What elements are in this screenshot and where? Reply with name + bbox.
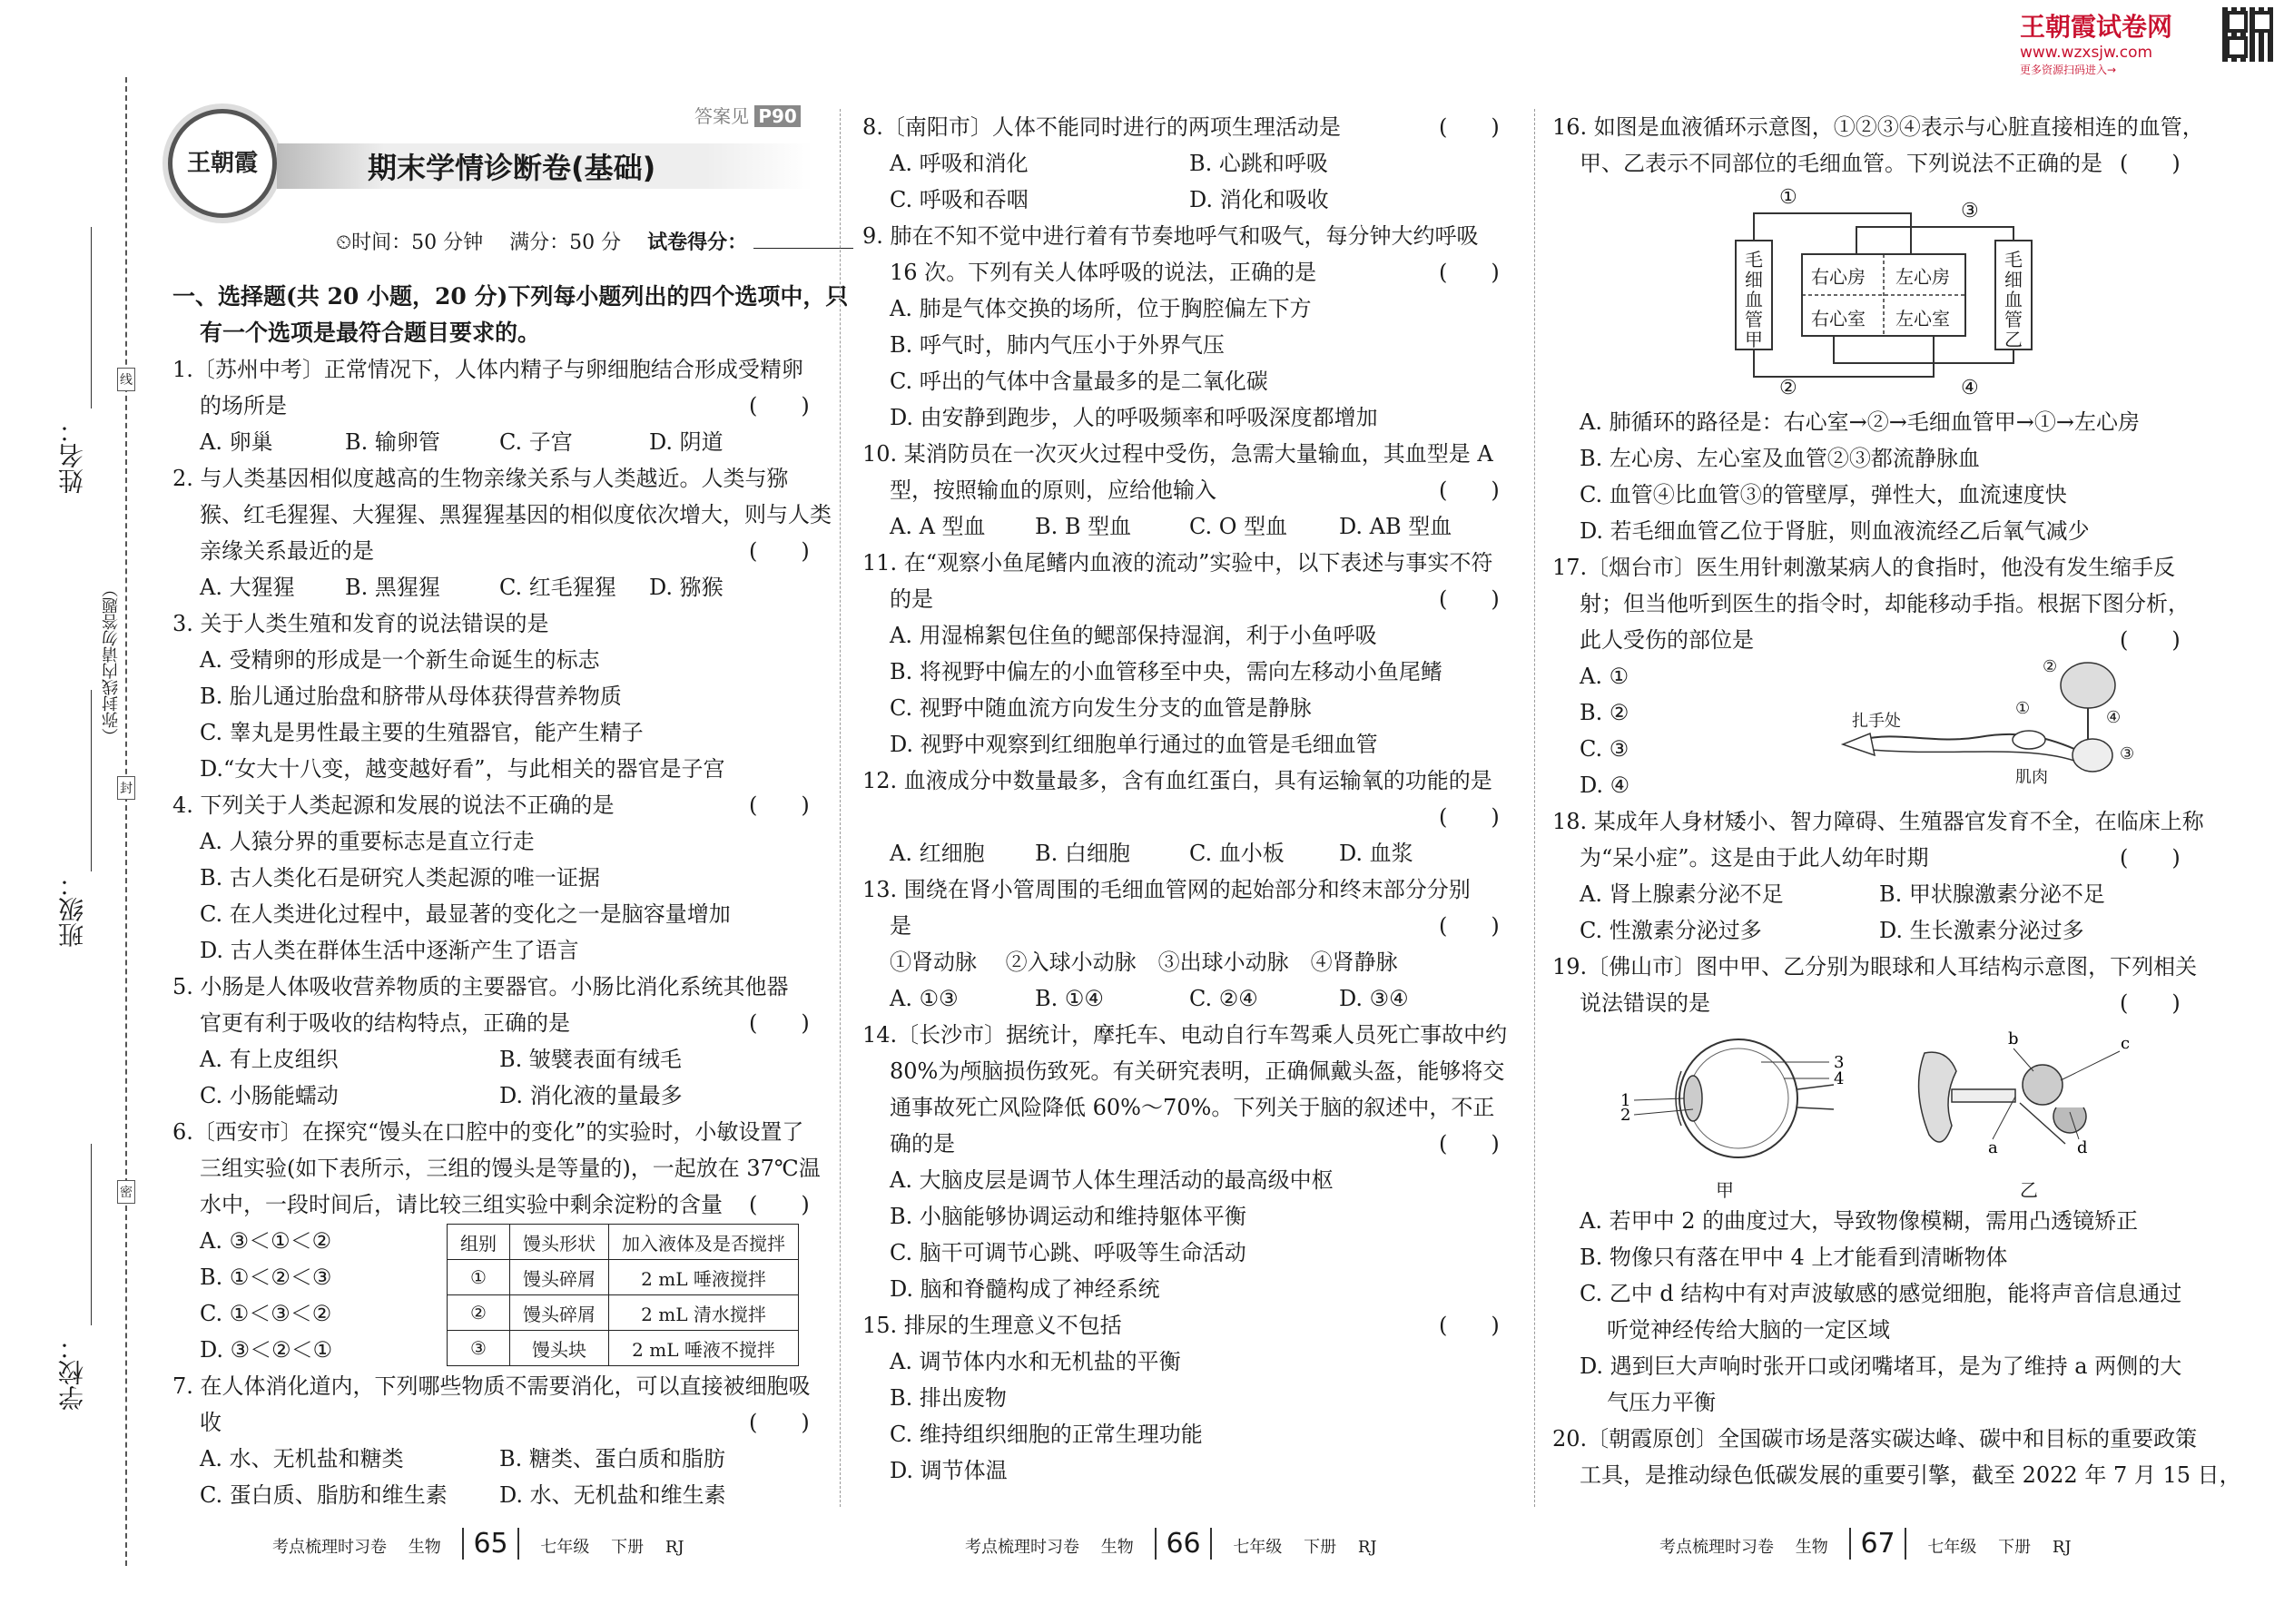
svg-text:3: 3 bbox=[1834, 1053, 1845, 1072]
class-label: 班级： bbox=[57, 871, 87, 948]
exam-meta bbox=[336, 227, 853, 255]
q10-option-a[interactable]: A. A 型血 bbox=[890, 514, 986, 539]
q5-option-c[interactable]: C. 小肠能蠕动 bbox=[200, 1083, 339, 1108]
q7-option-a[interactable]: A. 水、无机盐和糖类 bbox=[200, 1446, 404, 1471]
q7-option-d[interactable]: D. 水、无机盐和维生素 bbox=[499, 1482, 726, 1508]
q1-answer-paren[interactable]: ( ) bbox=[749, 393, 810, 418]
left-ventricle-label: 左心室 bbox=[1895, 308, 1950, 330]
q5-option-b[interactable]: B. 皱襞表面有绒毛 bbox=[499, 1047, 682, 1072]
footer-page-number: 65 bbox=[462, 1528, 518, 1560]
q17-reflex-diagram bbox=[1834, 654, 2133, 790]
q14-stem-4: 确的是 bbox=[890, 1131, 955, 1156]
footer-edition: RJ bbox=[665, 1538, 684, 1557]
name-underline bbox=[91, 227, 92, 408]
footer-book: 考点梳理时习卷 bbox=[965, 1538, 1079, 1557]
q2-stem-3: 亲缘关系最近的是 bbox=[200, 538, 374, 564]
q15-answer-paren[interactable]: ( ) bbox=[1439, 1313, 1500, 1338]
q16-option-c[interactable]: C. 血管④比血管③的管壁厚，弹性大，血流速度快 bbox=[1580, 482, 2067, 507]
q18-answer-paren[interactable]: ( ) bbox=[2120, 845, 2181, 871]
q11-option-a[interactable]: A. 用湿棉絮包住鱼的鳃部保持湿润，利于小鱼呼吸 bbox=[890, 623, 1377, 648]
q16-option-a[interactable]: A. 肺循环的路径是：右心室→②→毛细血管甲→①→左心房 bbox=[1580, 409, 2141, 435]
q18-option-b[interactable]: B. 甲状腺激素分泌不足 bbox=[1879, 881, 2105, 907]
exam-score-label: 试卷得分： bbox=[647, 231, 748, 254]
q19-stem-2: 说法错误的是 bbox=[1580, 990, 1710, 1016]
vessel-4-label: ④ bbox=[1961, 377, 1979, 399]
q13-option-c[interactable]: C. ②④ bbox=[1189, 986, 1258, 1011]
q19-option-d-line1[interactable]: D. 遇到巨大声响时张开口或闭嘴堵耳，是为了维持 a 两侧的大 bbox=[1580, 1353, 2182, 1379]
q12-option-b[interactable]: B. 白细胞 bbox=[1035, 841, 1130, 866]
q8-stem-1: 8.〔南阳市〕人体不能同时进行的两项生理活动是 bbox=[862, 114, 1341, 140]
table-cell: 2 mL 清水搅拌 bbox=[609, 1295, 799, 1331]
binding-dashed-line bbox=[125, 77, 127, 1566]
q13-answer-paren[interactable]: ( ) bbox=[1439, 913, 1500, 939]
q11-stem-1: 11. 在“观察小鱼尾鳍内血液的流动”实验中，以下表述与事实不符 bbox=[862, 550, 1493, 576]
footer-book: 考点梳理时习卷 bbox=[272, 1538, 387, 1557]
q16-option-d[interactable]: D. 若毛细血管乙位于肾脏，则血液流经乙后氧气减少 bbox=[1580, 518, 2090, 544]
q4-answer-paren[interactable]: ( ) bbox=[749, 792, 810, 818]
answer-ref-label: 答案见 bbox=[694, 105, 749, 127]
q14-option-d[interactable]: D. 脑和脊髓构成了神经系统 bbox=[890, 1276, 1160, 1302]
circulation-lines bbox=[1734, 186, 2033, 404]
table-cell: 馒头块 bbox=[510, 1331, 609, 1366]
answer-ref bbox=[694, 102, 801, 128]
seal-mark-1: 线 bbox=[117, 368, 135, 391]
footer-page-65 bbox=[272, 1528, 684, 1560]
ear-figure-label: 乙 bbox=[2020, 1179, 2038, 1201]
q7-stem-1: 7. 在人体消化道内，下列哪些物质不需要消化，可以直接被细胞吸 bbox=[172, 1373, 811, 1399]
q11-stem-2: 的是 bbox=[890, 586, 933, 612]
q15-option-d[interactable]: D. 调节体温 bbox=[890, 1458, 1008, 1483]
exam-time: ⏲时间：50 分钟 bbox=[336, 231, 484, 254]
q20-stem-2: 工具，是推动绿色低碳发展的重要引擎，截至 2022 年 7 月 15 日， bbox=[1580, 1462, 2241, 1488]
q8-option-a[interactable]: A. 呼吸和消化 bbox=[890, 151, 1029, 176]
q3-option-a[interactable]: A. 受精卵的形成是一个新生命诞生的标志 bbox=[200, 647, 600, 673]
q16-circulation-diagram bbox=[1734, 186, 2033, 404]
table-cell: 2 mL 唾液不搅拌 bbox=[609, 1331, 799, 1366]
q17-option-b[interactable]: B. ② bbox=[1580, 700, 1629, 725]
column-divider bbox=[840, 109, 841, 1507]
footer-grade: 七年级 bbox=[1233, 1538, 1283, 1557]
logo-text: 王朝霞 bbox=[186, 150, 258, 177]
footer-page-number: 67 bbox=[1849, 1528, 1905, 1560]
eye-figure-label: 甲 bbox=[1716, 1179, 1734, 1201]
q1-option-a[interactable]: A. 卵巢 bbox=[200, 429, 273, 455]
q20-stem-1: 20.〔朝霞原创〕全国碳市场是落实碳达峰、碳中和目标的重要政策 bbox=[1552, 1426, 2198, 1452]
q6-stem-3: 水中，一段时间后，请比较三组实验中剩余淀粉的含量 bbox=[200, 1192, 723, 1217]
q13-option-b[interactable]: B. ①④ bbox=[1035, 986, 1104, 1011]
footer-subject: 生物 bbox=[1795, 1538, 1828, 1557]
q10-option-b[interactable]: B. B 型血 bbox=[1035, 514, 1132, 539]
footer-edition: RJ bbox=[2052, 1538, 2072, 1557]
q3-option-b[interactable]: B. 胎儿通过胎盘和脐带从母体获得营养物质 bbox=[200, 684, 622, 709]
q5-answer-paren[interactable]: ( ) bbox=[749, 1010, 810, 1036]
brand-slogan: 更多资源扫码进入→ bbox=[2020, 64, 2117, 76]
reflex-n4-label: ④ bbox=[2106, 708, 2122, 727]
puncture-site-label: 扎手处 bbox=[1852, 712, 1901, 731]
q3-stem-1: 3. 关于人类生殖和发育的说法错误的是 bbox=[172, 611, 549, 636]
q4-option-c[interactable]: C. 在人类进化过程中，最显著的变化之一是脑容量增加 bbox=[200, 901, 731, 927]
q15-option-c[interactable]: C. 维持组织细胞的正常生理功能 bbox=[890, 1422, 1203, 1447]
q17-stem-3: 此人受伤的部位是 bbox=[1580, 627, 1754, 653]
q7-option-b[interactable]: B. 糖类、蛋白质和脂肪 bbox=[499, 1446, 725, 1471]
q11-option-d[interactable]: D. 视野中观察到红细胞单行通过的血管是毛细血管 bbox=[890, 732, 1378, 757]
school-label: 学校： bbox=[57, 1334, 87, 1411]
q4-option-d[interactable]: D. 古人类在群体生活中逐渐产生了语言 bbox=[200, 938, 579, 963]
q11-answer-paren[interactable]: ( ) bbox=[1439, 586, 1500, 612]
footer-book: 考点梳理时习卷 bbox=[1659, 1538, 1774, 1557]
q2-stem-2: 猴、红毛猩猩、大猩猩、黑猩猩基因的相似度依次增大，则与人类 bbox=[200, 502, 832, 527]
q9-stem-1: 9. 肺在不知不觉中进行着有节奏地呼气和吸气，每分钟大约呼吸 bbox=[862, 223, 1479, 249]
q19-option-d-line2: 气压力平衡 bbox=[1607, 1390, 1716, 1415]
q14-option-a[interactable]: A. 大脑皮层是调节人体生理活动的最高级中枢 bbox=[890, 1167, 1334, 1193]
exam-full-score: 满分：50 分 bbox=[509, 231, 622, 254]
q9-option-c[interactable]: C. 呼出的气体中含量最多的是二氧化碳 bbox=[890, 369, 1268, 394]
name-label: 姓名： bbox=[57, 418, 87, 494]
q6-answer-paren[interactable]: ( ) bbox=[749, 1192, 810, 1217]
q1-option-d[interactable]: D. 阴道 bbox=[649, 429, 724, 455]
q10-stem-1: 10. 某消防员在一次灭火过程中受伤，急需大量输血，其血型是 A bbox=[862, 441, 1493, 467]
reflex-n2-label: ② bbox=[2043, 657, 2058, 676]
svg-text:1: 1 bbox=[1620, 1091, 1631, 1110]
q15-option-b[interactable]: B. 排出废物 bbox=[890, 1385, 1007, 1411]
capillary-yi-label: 毛细血管乙 bbox=[2004, 249, 2023, 350]
q14-stem-1: 14.〔长沙市〕据统计，摩托车、电动自行车驾乘人员死亡事故中约 bbox=[862, 1022, 1508, 1048]
table-cell: 2 mL 唾液搅拌 bbox=[609, 1260, 799, 1295]
footer-term: 下册 bbox=[611, 1538, 645, 1557]
q16-option-b[interactable]: B. 左心房、左心室及血管②③都流静脉血 bbox=[1580, 446, 1980, 471]
q17-stem-2: 射；但当他听到医生的指令时，却能移动手指。根据下图分析， bbox=[1580, 591, 2190, 616]
table-row bbox=[448, 1260, 799, 1295]
table-cell: ② bbox=[448, 1295, 510, 1331]
q18-option-a[interactable]: A. 肾上腺素分泌不足 bbox=[1580, 881, 1784, 907]
q4-option-a[interactable]: A. 人猿分界的重要标志是直立行走 bbox=[200, 829, 535, 854]
q19-option-c-line1[interactable]: C. 乙中 d 结构中有对声波敏感的感觉细胞，能将声音信息通过 bbox=[1580, 1281, 2182, 1306]
footer-page-number: 66 bbox=[1155, 1528, 1211, 1560]
table-header-cell: 馒头形状 bbox=[510, 1225, 609, 1260]
table-header-cell: 加入液体及是否搅拌 bbox=[609, 1225, 799, 1260]
q16-stem-2: 甲、乙表示不同部位的毛细血管。下列说法不正确的是 bbox=[1580, 151, 2102, 176]
q5-stem-2: 官更有利于吸收的结构特点，正确的是 bbox=[200, 1010, 570, 1036]
footer-term: 下册 bbox=[1304, 1538, 1337, 1557]
q14-stem-2: 80%为颅脑损伤致死。有关研究表明，正确佩戴头盔，能够将交 bbox=[890, 1058, 1505, 1084]
svg-text:a: a bbox=[1988, 1138, 1998, 1157]
q18-stem-2: 为“呆小症”。这是由于此人幼年时期 bbox=[1580, 845, 1929, 871]
q11-option-c[interactable]: C. 视野中随血流方向发生分支的血管是静脉 bbox=[890, 695, 1312, 721]
q2-option-d[interactable]: D. 猕猴 bbox=[649, 575, 724, 600]
page-title: 期末学情诊断卷(基础) bbox=[368, 151, 656, 185]
q7-option-c[interactable]: C. 蛋白质、脂肪和维生素 bbox=[200, 1482, 448, 1508]
table-cell: 馒头碎屑 bbox=[510, 1295, 609, 1331]
q19-option-b[interactable]: B. 物像只有落在甲中 4 上才能看到清晰物体 bbox=[1580, 1245, 2008, 1270]
footer-subject: 生物 bbox=[1100, 1538, 1134, 1557]
q9-answer-paren[interactable]: ( ) bbox=[1439, 260, 1500, 285]
table-header-cell: 组别 bbox=[448, 1225, 510, 1260]
q14-answer-paren[interactable]: ( ) bbox=[1439, 1131, 1500, 1156]
table-cell: ③ bbox=[448, 1331, 510, 1366]
q13-stem-1: 13. 围绕在肾小管周围的毛细血管网的起始部分和终末部分分别 bbox=[862, 877, 1471, 902]
q1-option-b[interactable]: B. 输卵管 bbox=[345, 429, 440, 455]
q15-option-a[interactable]: A. 调节体内水和无机盐的平衡 bbox=[890, 1349, 1181, 1374]
q6-stem-1: 6.〔西安市〕在探究“馒头在口腔中的变化”的实验时，小敏设置了 bbox=[172, 1119, 804, 1145]
answer-ref-page: P90 bbox=[754, 105, 801, 127]
right-atrium-label: 右心房 bbox=[1811, 266, 1866, 288]
q6-table-header bbox=[448, 1225, 799, 1260]
footer-edition: RJ bbox=[1357, 1538, 1377, 1557]
footer-page-66 bbox=[965, 1528, 1377, 1560]
q3-option-c[interactable]: C. 睾丸是男性最主要的生殖器官，能产生精子 bbox=[200, 720, 644, 745]
brand-name: 王朝霞试卷网 bbox=[2020, 12, 2173, 42]
q5-option-a[interactable]: A. 有上皮组织 bbox=[200, 1047, 339, 1072]
muscle-label: 肌肉 bbox=[2015, 768, 2048, 787]
q19-stem-1: 19.〔佛山市〕图中甲、乙分别为眼球和人耳结构示意图，下列相关 bbox=[1552, 954, 2198, 979]
q13-stem-3: ①肾动脉 ②入球小动脉 ③出球小动脉 ④肾静脉 bbox=[890, 950, 1398, 975]
seal-mark-2: 封 bbox=[117, 776, 135, 800]
svg-text:d: d bbox=[2077, 1138, 2088, 1157]
q15-stem-1: 15. 排尿的生理意义不包括 bbox=[862, 1313, 1122, 1338]
q16-answer-paren[interactable]: ( ) bbox=[2120, 151, 2181, 176]
capillary-jia-label: 毛细血管甲 bbox=[1745, 249, 1763, 350]
q9-option-b[interactable]: B. 呼气时，肺内气压小于外界气压 bbox=[890, 332, 1225, 358]
q1-stem-2: 的场所是 bbox=[200, 393, 287, 418]
left-atrium-label: 左心房 bbox=[1895, 266, 1950, 288]
brand-url: www.wzxsjw.com bbox=[2020, 44, 2153, 62]
q12-option-d[interactable]: D. 血浆 bbox=[1339, 841, 1413, 866]
exam-score-field[interactable] bbox=[753, 248, 853, 249]
q19-ear-diagram bbox=[1906, 1026, 2142, 1201]
q6-experiment-table bbox=[447, 1224, 799, 1366]
table-row bbox=[448, 1331, 799, 1366]
q6-option-c[interactable]: C. ①＜③＜② bbox=[200, 1301, 332, 1326]
qr-code-icon bbox=[2222, 7, 2277, 62]
q4-stem-1: 4. 下列关于人类起源和发展的说法不正确的是 bbox=[172, 792, 615, 818]
q9-option-d[interactable]: D. 由安静到跑步，人的呼吸频率和呼吸深度都增加 bbox=[890, 405, 1378, 430]
q2-answer-paren[interactable]: ( ) bbox=[749, 538, 810, 564]
q13-stem-2: 是 bbox=[890, 913, 911, 939]
q19-option-a[interactable]: A. 若甲中 2 的曲度过大，导致物像模糊，需用凸透镜矫正 bbox=[1580, 1208, 2139, 1234]
q11-option-b[interactable]: B. 将视野中偏左的小血管移至中央，需向左移动小鱼尾鳍 bbox=[890, 659, 1442, 684]
svg-text:b: b bbox=[2008, 1029, 2019, 1048]
q2-option-c[interactable]: C. 红毛猩猩 bbox=[499, 575, 616, 600]
q1-option-c[interactable]: C. 子宫 bbox=[499, 429, 573, 455]
q18-option-c[interactable]: C. 性激素分泌过多 bbox=[1580, 918, 1762, 943]
footer-grade: 七年级 bbox=[1927, 1538, 1977, 1557]
q3-option-d[interactable]: D.“女大十八变，越变越好看”，与此相关的器官是子宫 bbox=[200, 756, 725, 782]
column-divider bbox=[1534, 109, 1535, 1507]
q18-stem-1: 18. 某成年人身材矮小、智力障碍、生殖器官发育不全，在临床上称 bbox=[1552, 809, 2204, 834]
q1-stem-1: 1.〔苏州中考〕正常情况下，人体内精子与卵细胞结合形成受精卵 bbox=[172, 357, 803, 382]
footer-term: 下册 bbox=[1998, 1538, 2032, 1557]
q17-option-c[interactable]: C. ③ bbox=[1580, 736, 1629, 762]
q10-answer-paren[interactable]: ( ) bbox=[1439, 477, 1500, 503]
q7-answer-paren[interactable]: ( ) bbox=[749, 1410, 810, 1435]
q5-option-d[interactable]: D. 消化液的量最多 bbox=[499, 1083, 683, 1108]
footer-page-67 bbox=[1659, 1528, 2072, 1560]
q9-option-a[interactable]: A. 肺是气体交换的场所，位于胸腔偏左下方 bbox=[890, 296, 1312, 321]
q10-option-c[interactable]: C. O 型血 bbox=[1189, 514, 1288, 539]
q12-option-c[interactable]: C. 血小板 bbox=[1189, 841, 1285, 866]
svg-text:4: 4 bbox=[1834, 1069, 1845, 1088]
q14-option-b[interactable]: B. 小脑能够协调运动和维持躯体平衡 bbox=[890, 1204, 1246, 1229]
q6-stem-2: 三组实验(如下表所示，三组的馒头是等量的)，一起放在 37℃温 bbox=[200, 1156, 821, 1181]
q7-stem-2: 收 bbox=[200, 1410, 222, 1435]
table-cell: 馒头碎屑 bbox=[510, 1260, 609, 1295]
footer-grade: 七年级 bbox=[540, 1538, 590, 1557]
q6-option-b[interactable]: B. ①＜②＜③ bbox=[200, 1265, 332, 1290]
q14-option-c[interactable]: C. 脑干可调节心跳、呼吸等生命活动 bbox=[890, 1240, 1246, 1265]
svg-text:2: 2 bbox=[1620, 1106, 1631, 1125]
q8-option-c[interactable]: C. 呼吸和吞咽 bbox=[890, 187, 1029, 212]
svg-text:c: c bbox=[2121, 1034, 2131, 1053]
brand-block bbox=[2020, 7, 2220, 77]
table-cell: ① bbox=[448, 1260, 510, 1295]
q18-option-d[interactable]: D. 生长激素分泌过多 bbox=[1879, 918, 2084, 943]
reflex-n1-label: ① bbox=[2015, 699, 2031, 718]
q13-option-d[interactable]: D. ③④ bbox=[1339, 986, 1409, 1011]
q8-option-b[interactable]: B. 心跳和呼吸 bbox=[1189, 151, 1328, 176]
eyeball-drawing bbox=[1616, 1026, 1852, 1171]
vessel-3-label: ③ bbox=[1961, 200, 1979, 222]
q19-eye-diagram bbox=[1616, 1026, 1852, 1201]
q4-option-b[interactable]: B. 古人类化石是研究人类起源的唯一证据 bbox=[200, 865, 600, 891]
seal-mark-3: 密 bbox=[117, 1180, 135, 1204]
class-underline bbox=[91, 690, 92, 871]
q16-stem-1: 16. 如图是血液循环示意图，①②③④表示与心脏直接相连的血管， bbox=[1552, 114, 2204, 140]
q5-stem-1: 5. 小肠是人体吸收营养物质的主要器官。小肠比消化系统其他器 bbox=[172, 974, 789, 999]
school-underline bbox=[91, 1144, 92, 1325]
q17-answer-paren[interactable]: ( ) bbox=[2120, 627, 2181, 653]
section1-line1: 一、选择题(共 20 小题，20 分)下列每小题列出的四个选项中，只 bbox=[172, 283, 849, 310]
q6-option-a[interactable]: A. ③＜①＜② bbox=[200, 1228, 332, 1254]
q8-answer-paren[interactable]: ( ) bbox=[1439, 114, 1500, 140]
q13-option-a[interactable]: A. ①③ bbox=[890, 986, 959, 1011]
q2-option-b[interactable]: B. 黑猩猩 bbox=[345, 575, 440, 600]
q17-option-a[interactable]: A. ① bbox=[1580, 664, 1629, 689]
q10-stem-2: 型，按照输血的原则，应给他输入 bbox=[890, 477, 1216, 503]
q19-answer-paren[interactable]: ( ) bbox=[2120, 990, 2181, 1016]
footer-subject: 生物 bbox=[408, 1538, 441, 1557]
q6-option-d[interactable]: D. ③＜②＜① bbox=[200, 1337, 333, 1363]
q12-stem-1: 12. 血液成分中数量最多，含有血红蛋白，具有运输氧的功能的是 bbox=[862, 768, 1492, 793]
seal-notice: （弥封线内请勿答题） bbox=[102, 581, 121, 744]
ear-drawing bbox=[1906, 1026, 2142, 1171]
q12-option-a[interactable]: A. 红细胞 bbox=[890, 841, 985, 866]
right-ventricle-label: 右心室 bbox=[1811, 308, 1866, 330]
q19-option-c-line2: 听觉神经传给大脑的一定区域 bbox=[1607, 1317, 1890, 1343]
q17-option-d[interactable]: D. ④ bbox=[1580, 773, 1630, 798]
q9-stem-2: 16 次。下列有关人体呼吸的说法，正确的是 bbox=[890, 260, 1317, 285]
q8-option-d[interactable]: D. 消化和吸收 bbox=[1189, 187, 1329, 212]
vessel-1-label: ① bbox=[1779, 186, 1797, 209]
q10-option-d[interactable]: D. AB 型血 bbox=[1339, 514, 1452, 539]
q14-stem-3: 通事故死亡风险降低 60%～70%。下列关于脑的叙述中，不正 bbox=[890, 1095, 1495, 1120]
section1-line2: 有一个选项是最符合题目要求的。 bbox=[200, 320, 541, 346]
table-row bbox=[448, 1295, 799, 1331]
q17-stem-1: 17.〔烟台市〕医生用针刺激某病人的食指时，他没有发生缩手反 bbox=[1552, 555, 2176, 580]
q12-answer-paren[interactable]: ( ) bbox=[1439, 804, 1500, 830]
q2-stem-1: 2. 与人类基因相似度越高的生物亲缘关系与人类越近。人类与猕 bbox=[172, 466, 789, 491]
reflex-n3-label: ③ bbox=[2120, 744, 2135, 763]
q2-option-a[interactable]: A. 大猩猩 bbox=[200, 575, 295, 600]
vessel-2-label: ② bbox=[1779, 377, 1797, 399]
logo bbox=[168, 109, 277, 218]
